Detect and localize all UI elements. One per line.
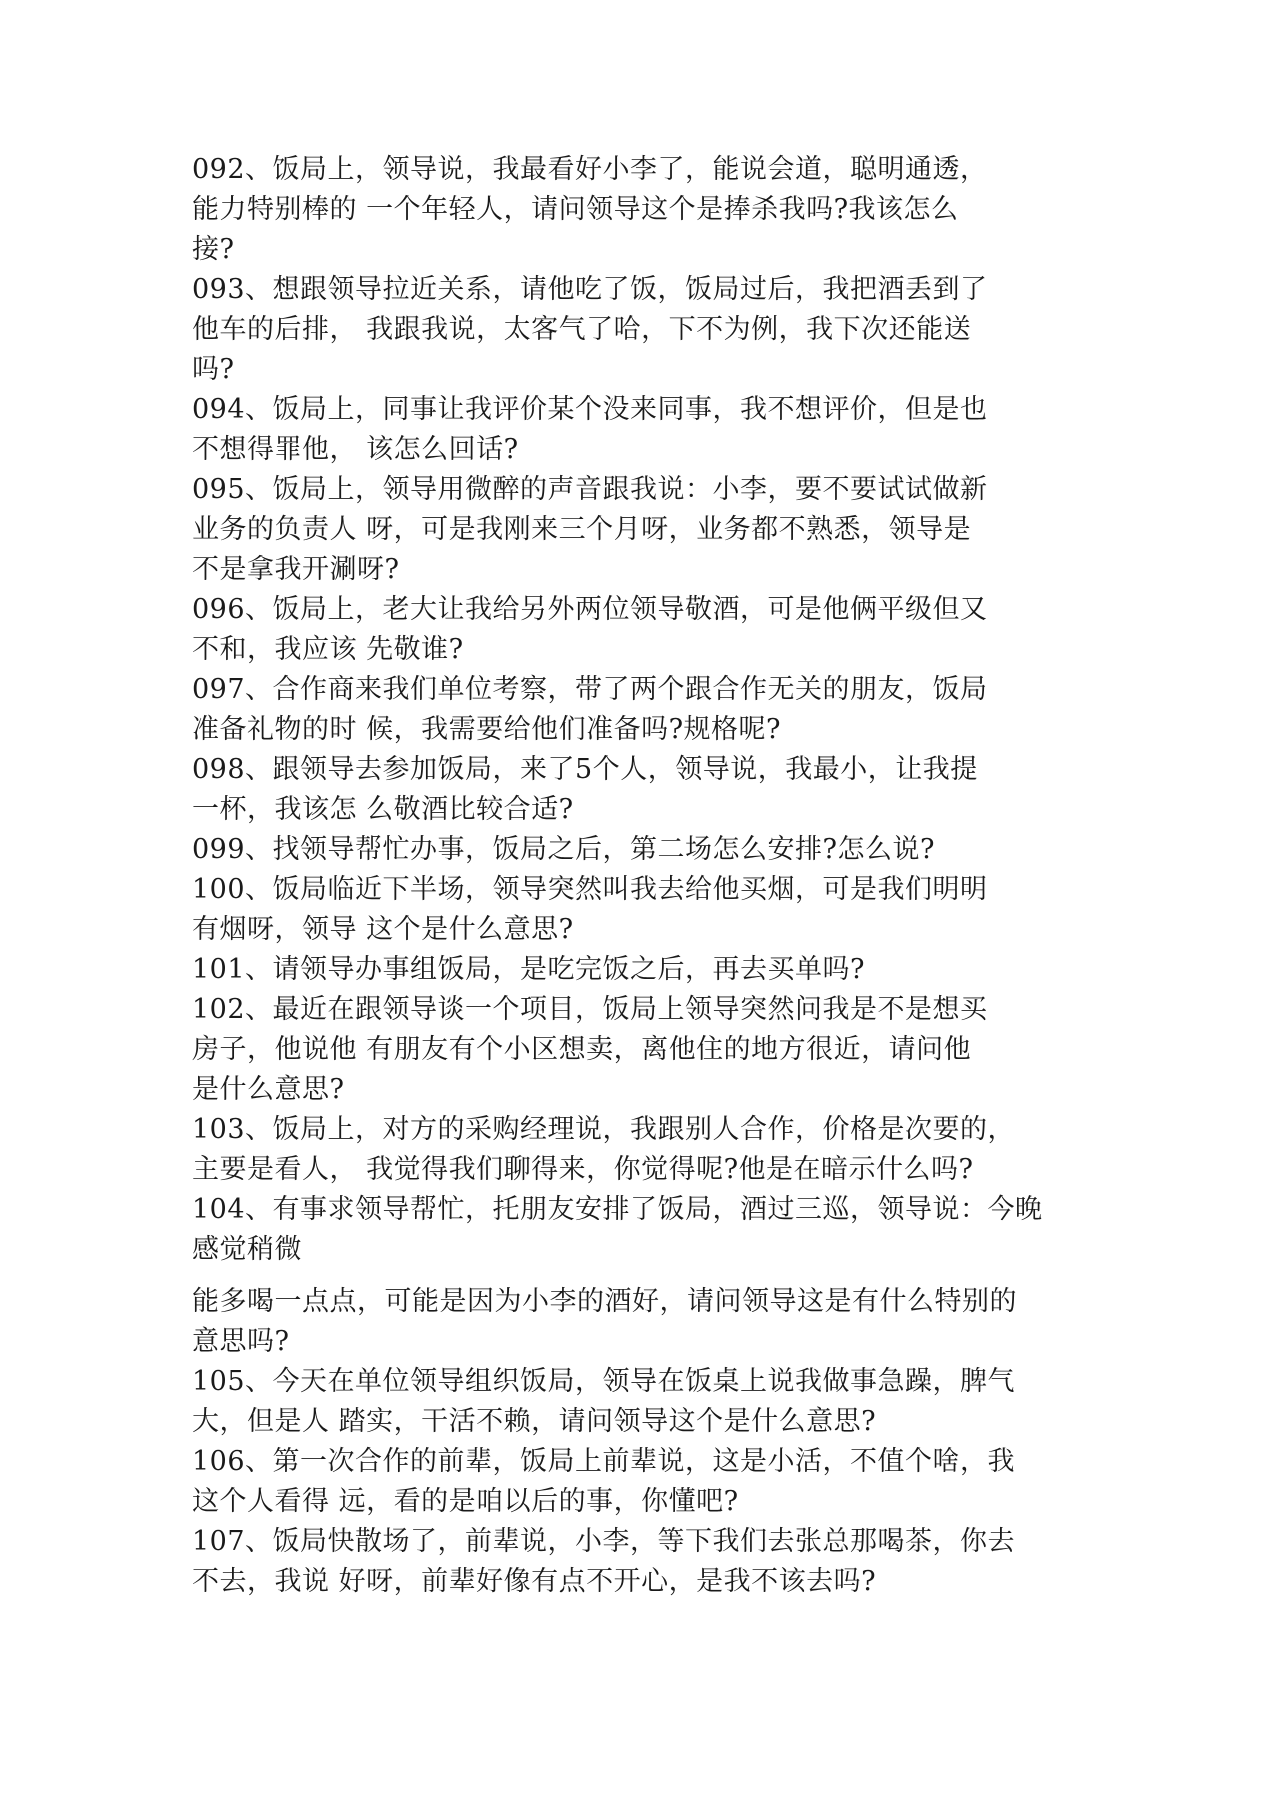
text-line: 能力特别棒的 一个年轻人，请问领导这个是捧杀我吗?我该怎么	[192, 194, 959, 225]
text-line: 有烟呀，领导 这个是什么意思?	[192, 914, 574, 945]
text-line: 092、饭局上，领导说，我最看好小李了，能说会道，聪明通透，	[192, 154, 988, 185]
text-line: 他车的后排， 我跟我说，太客气了哈，下不为例，我下次还能送	[192, 314, 972, 345]
text-line: 不是拿我开涮呀?	[192, 554, 400, 585]
text-line: 意思吗?	[192, 1326, 290, 1357]
text-line: 不想得罪他， 该怎么回话?	[192, 434, 519, 465]
text-line: 101、请领导办事组饭局，是吃完饭之后，再去买单吗?	[192, 954, 866, 985]
text-line: 103、饭局上，对方的采购经理说，我跟别人合作，价格是次要的，	[192, 1114, 1016, 1145]
text-line: 一杯，我该怎 么敬酒比较合适?	[192, 794, 574, 825]
text-line: 107、饭局快散场了，前辈说，小李，等下我们去张总那喝茶，你去	[192, 1526, 1016, 1557]
paragraph-gap	[192, 1270, 1092, 1282]
text-line: 105、今天在单位领导组织饭局，领导在饭桌上说我做事急躁，脾气	[192, 1366, 1016, 1397]
text-line: 098、跟领导去参加饭局，来了5个人，领导说，我最小，让我提	[192, 754, 978, 785]
text-line: 业务的负责人 呀，可是我刚来三个月呀，业务都不熟悉，领导是	[192, 514, 972, 545]
text-line: 106、第一次合作的前辈，饭局上前辈说，这是小活，不值个啥，我	[192, 1446, 1016, 1477]
text-line: 接?	[192, 234, 235, 265]
text-line: 104、有事求领导帮忙，托朋友安排了饭局，酒过三巡，领导说：今晚	[192, 1194, 1043, 1225]
text-line: 感觉稍微	[192, 1234, 302, 1265]
text-line: 大，但是人 踏实，干活不赖，请问领导这个是什么意思?	[192, 1406, 877, 1437]
text-line: 吗?	[192, 354, 235, 385]
document-body	[192, 150, 1092, 1602]
text-line: 093、想跟领导拉近关系，请他吃了饭，饭局过后，我把酒丢到了	[192, 274, 988, 305]
text-line: 097、合作商来我们单位考察，带了两个跟合作无关的朋友，饭局	[192, 674, 988, 705]
text-line: 094、饭局上，同事让我评价某个没来同事，我不想评价，但是也	[192, 394, 988, 425]
text-line: 102、最近在跟领导谈一个项目，饭局上领导突然问我是不是想买	[192, 994, 988, 1025]
text-line: 房子，他说他 有朋友有个小区想卖，离他住的地方很近，请问他	[192, 1034, 972, 1065]
text-line: 是什么意思?	[192, 1074, 345, 1105]
text-line: 主要是看人， 我觉得我们聊得来，你觉得呢?他是在暗示什么吗?	[192, 1154, 974, 1185]
text-line: 这个人看得 远，看的是咱以后的事，你懂吧?	[192, 1486, 739, 1517]
text-line: 096、饭局上，老大让我给另外两位领导敬酒，可是他俩平级但又	[192, 594, 988, 625]
text-line: 不和，我应该 先敬谁?	[192, 634, 464, 665]
text-line: 能多喝一点点，可能是因为小李的酒好，请问领导这是有什么特别的	[192, 1286, 1017, 1317]
text-line: 不去，我说 好呀，前辈好像有点不开心，是我不该去吗?	[192, 1566, 877, 1597]
text-line: 099、找领导帮忙办事，饭局之后，第二场怎么安排?怎么说?	[192, 834, 935, 865]
text-line: 100、饭局临近下半场，领导突然叫我去给他买烟，可是我们明明	[192, 874, 988, 905]
text-line: 095、饭局上，领导用微醉的声音跟我说：小李，要不要试试做新	[192, 474, 988, 505]
text-line: 准备礼物的时 候，我需要给他们准备吗?规格呢?	[192, 714, 782, 745]
